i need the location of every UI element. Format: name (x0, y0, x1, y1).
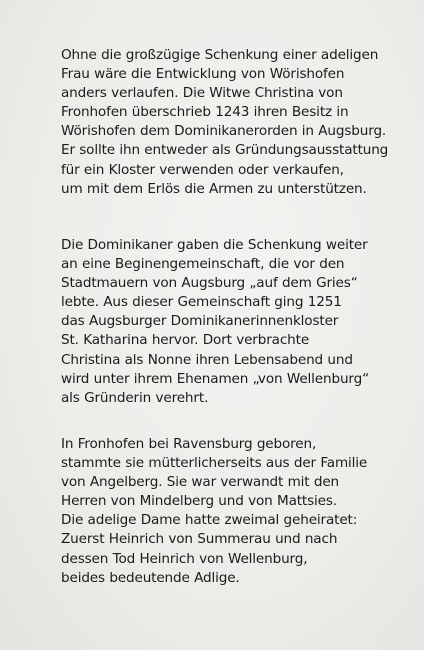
text-line: Die adelige Dame hatte zweimal geheiratet: (61, 512, 358, 529)
text-line: beides bedeutende Adlige. (61, 569, 240, 586)
paragraph-donation (61, 46, 388, 199)
text-line: als Gründerin verehrt. (61, 389, 209, 406)
text-line: Zuerst Heinrich von Summerau und nach (61, 531, 338, 548)
text-line: St. Katharina hervor. Dort verbrachte (61, 332, 310, 349)
text-line: Er sollte ihn entweder als Gründungsausstattung (61, 142, 389, 159)
paragraph-biography (61, 435, 367, 588)
text-line: Ohne die großzügige Schenkung einer adeligen (61, 47, 379, 63)
text-line: wird unter ihrem Ehenamen „von Wellenburg“ (61, 370, 369, 387)
text-line: Fronhofen überschrieb 1243 ihren Besitz in (61, 104, 349, 121)
text-line: Frau wäre die Entwicklung von Wörishofen (61, 66, 345, 83)
text-line: an eine Beginengemeinschaft, die vor den (61, 256, 345, 273)
text-line: Christina als Nonne ihren Lebensabend und (61, 351, 353, 368)
text-line: lebte. Aus dieser Gemeinschaft ging 1251 (61, 294, 342, 311)
paragraph-convent (61, 236, 369, 408)
text-line: In Fronhofen bei Ravensburg geboren, (61, 436, 317, 452)
text-line: von Angelberg. Sie war verwandt mit den (61, 474, 340, 491)
text-line: das Augsburger Dominikanerinnenkloster (61, 313, 339, 330)
text-line: stammte sie mütterlicherseits aus der Familie (61, 455, 368, 472)
text-line: Stadtmauern von Augsburg „auf dem Gries“ (61, 275, 358, 292)
text-line: Die Dominikaner gaben die Schenkung weiter (61, 237, 368, 253)
text-line: anders verlaufen. Die Witwe Christina von (61, 85, 343, 102)
text-line: für ein Kloster verwenden oder verkaufen, (61, 161, 344, 178)
text-line: um mit dem Erlös die Armen zu unterstützen. (61, 180, 367, 197)
text-line: dessen Tod Heinrich von Wellenburg, (61, 550, 308, 567)
text-line: Wörishofen dem Dominikanerorden in Augsburg. (61, 123, 387, 140)
text-line: Herren von Mindelberg und von Mattsies. (61, 493, 337, 510)
